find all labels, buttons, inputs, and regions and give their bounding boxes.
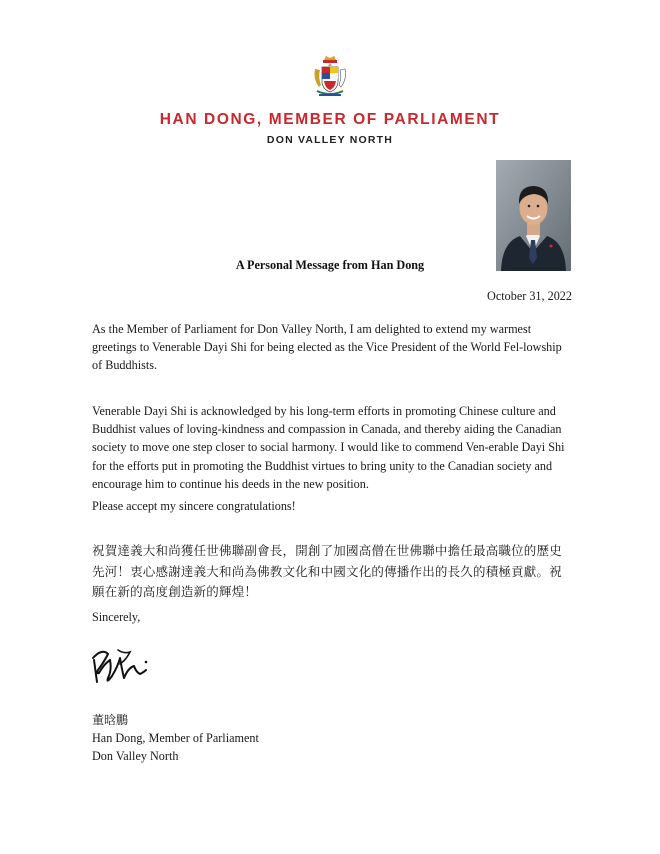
signer-name-title: Han Dong, Member of Parliament	[92, 731, 259, 746]
letter-heading: A Personal Message from Han Dong	[235, 258, 425, 272]
letter-paragraph: As the Member of Parliament for Don Valley North, I am delighted to extend my warmest greetings to Venerable Dayi Shi for being elected as the Vice President of the World Fel-lowship of Buddhists.	[92, 322, 562, 373]
letter-paragraph: Venerable Dayi Shi is acknowledged by his long-term efforts in promoting Chinese culture and Buddhist values of loving-kindness and compassion in Canada, and thereby aiding the Canadian society to move one step closer to social harmony. I would like to commend Ven-erable Dayi Shi for the efforts put in promoting the Buddhist virtues to bring unity to the Canadian society and encourage him to continue his deeds in the new position.	[92, 404, 565, 491]
signature-block	[92, 711, 259, 766]
letter-closing: Sincerely,	[92, 610, 141, 624]
canada-coat-of-arms-icon	[312, 55, 348, 101]
signer-chinese-name: 董晗鵬	[92, 713, 129, 727]
letter-date: October 31, 2022	[487, 289, 572, 303]
handwritten-signature	[90, 640, 150, 690]
signer-riding: Don Valley North	[92, 749, 179, 764]
letter-paragraph: Please accept my sincere congratulations!	[92, 499, 296, 513]
letter-paragraph-chinese: 祝賀達義大和尚獲任世佛聯副會長，開創了加國高僧在世佛聯中擔任最高職位的歷史先河！衷心感謝達義大和尚為佛教文化和中國文化的傳播作出的長久的積極貢獻。祝願在新的高度創造新的輝煌！	[92, 543, 562, 599]
mp-name-heading: HAN DONG, MEMBER OF PARLIAMENT	[159, 111, 501, 128]
riding-subheading: DON VALLEY NORTH	[266, 134, 394, 146]
portrait-photo	[496, 160, 571, 271]
